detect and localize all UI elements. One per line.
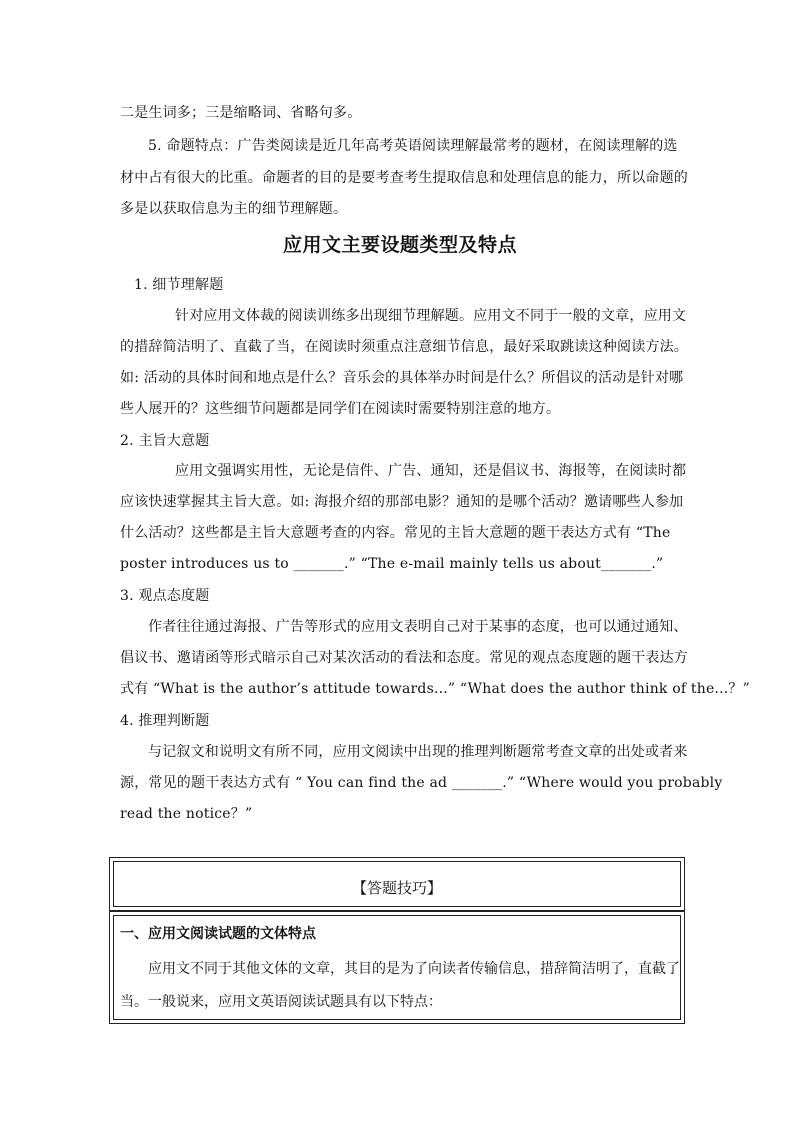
tips-content-box [109,911,685,1024]
tips-title-inner-border [113,861,681,907]
section-4-line-2: 源，常见的题干表达方式有 “ You can find the ad _______.” “Where would you probably [120,775,723,791]
section-3-line-2: 倡议书、邀请函等形式暗示自己对某次活动的看法和态度。常见的观点态度题的题干表达方 [120,650,688,666]
section-1-heading: 1. 细节理解题 [134,277,224,293]
section-4-heading: 4. 推理判断题 [120,713,210,729]
section-2-line-1: 应用文强调实用性，无论是信件、广告、通知，还是倡议书、海报等，在阅读时都 [175,463,687,479]
section-2-line-3: 什么活动？这些都是主旨大意题考查的内容。常见的主旨大意题的题干表达方式有 “The [120,525,671,541]
intro-line-1: 二是生词多；三是缩略词、省略句多。 [120,105,362,121]
section-1-line-1: 针对应用文体裁的阅读训练多出现细节理解题。应用文不同于一般的文章，应用文 [175,308,687,324]
section-3-heading: 3. 观点态度题 [120,588,210,604]
intro-line-2: 5. 命题特点：广告类阅读是近几年高考英语阅读理解最常考的题材，在阅读理解的选 [148,138,678,154]
tips-title-box [109,857,685,911]
section-3-line-1: 作者往往通过海报、广告等形式的应用文表明自己对于某事的态度，也可以通过通知、 [148,619,688,635]
section-2-line-2: 应该快速掌握其主旨大意。如: 海报介绍的那部电影？通知的是哪个活动？邀请哪些人参加 [120,494,684,510]
section-1-line-3: 如: 活动的具体时间和地点是什么？音乐会的具体举办时间是什么？所倡议的活动是针对哪 [120,370,684,386]
section-2-heading: 2. 主旨大意题 [120,433,210,449]
intro-line-4: 多是以获取信息为主的细节理解题。 [120,201,348,217]
section-4-line-3: read the notice？” [120,806,253,822]
tips-line-2: 当。一般说来，应用文英语阅读试题具有以下特点： [120,994,442,1010]
tips-content-inner-border [113,915,681,1020]
tips-line-1: 应用文不同于其他文体的文章，其目的是为了向读者传输信息，措辞简洁明了，直截了 [148,961,680,977]
section-4-line-1: 与记叙文和说明文有所不同，应用文阅读中出现的推理判断题常考查文章的出处或者来 [148,744,688,760]
tips-subheading: 一、应用文阅读试题的文体特点 [120,926,316,942]
section-2-line-4: poster introduces us to _______.” “The e-mail mainly tells us about_______.” [120,556,664,572]
section-1-line-4: 些人展开的？这些细节问题都是同学们在阅读时需要特别注意的地方。 [120,401,561,417]
intro-line-3: 材中占有很大的比重。命题者的目的是要考查考生提取信息和处理信息的能力，所以命题的 [120,170,688,186]
section-3-line-3: 式有 “What is the author’s attitude towards...” “What does the author think of the...？” [120,681,750,697]
tips-title: 【答题技巧】 [351,879,442,897]
section-1-line-2: 的措辞简洁明了、直截了当，在阅读时须重点注意细节信息，最好采取跳读这种阅读方法。 [120,339,688,355]
section-title: 应用文主要设题类型及特点 [282,234,517,256]
